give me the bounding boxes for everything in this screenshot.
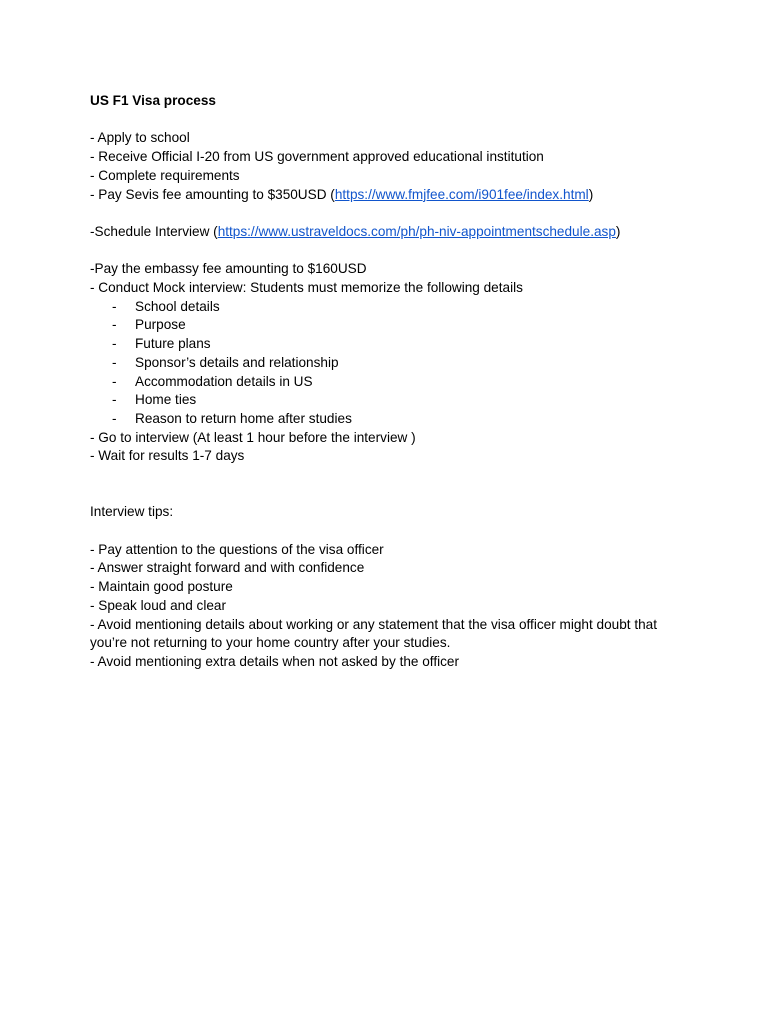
step-go-to-interview: - Go to interview (At least 1 hour before the interview ) <box>90 429 416 445</box>
schedule-interview-link[interactable]: https://www.ustraveldocs.com/ph/ph-niv-appointmentschedule.asp <box>217 223 616 239</box>
mock-detail-item <box>90 410 690 429</box>
schedule-text: -Schedule Interview ( <box>90 223 218 239</box>
tip-item: - Maintain good posture <box>90 579 233 595</box>
list-dash: - <box>112 298 117 314</box>
schedule-suffix: ) <box>615 223 621 239</box>
spacer <box>90 111 690 130</box>
sevis-suffix: ) <box>588 186 594 202</box>
list-dash: - <box>112 336 117 352</box>
tip-item: - Avoid mentioning extra details when not asked by the officer <box>90 654 460 669</box>
step-pay-sevis-fee <box>90 186 690 205</box>
spacer <box>90 522 690 541</box>
step-schedule-interview <box>90 223 690 242</box>
mock-detail-item <box>90 354 690 373</box>
spacer <box>90 204 690 223</box>
mock-detail-label: Sponsor’s details and relationship <box>135 354 339 370</box>
tip-item: - Speak loud and clear <box>90 597 227 613</box>
mock-detail-label: School details <box>135 298 220 314</box>
list-dash: - <box>112 354 117 370</box>
step-complete-requirements: - Complete requirements <box>90 167 240 183</box>
tip-item: - Pay attention to the questions of the visa officer <box>90 541 384 557</box>
sevis-fee-link[interactable]: https://www.fmjfee.com/i901fee/index.html <box>334 186 589 202</box>
mock-detail-item <box>90 335 690 354</box>
mock-detail-label: Reason to return home after studies <box>135 410 352 426</box>
tip-item: - Avoid mentioning details about working or any statement that the visa officer might doubt that you’re not returning to your home country after your studies. <box>90 616 657 651</box>
mock-detail-item <box>90 391 690 410</box>
sevis-text: - Pay Sevis fee amounting to $350USD ( <box>90 186 335 202</box>
mock-detail-label: Future plans <box>135 336 211 352</box>
mock-detail-item <box>90 316 690 335</box>
mock-detail-label: Accommodation details in US <box>135 373 313 389</box>
tip-item: - Answer straight forward and with confidence <box>90 560 365 576</box>
spacer <box>90 485 690 504</box>
step-apply-to-school: - Apply to school <box>90 130 190 146</box>
mock-detail-item <box>90 298 690 317</box>
list-dash: - <box>112 392 117 408</box>
step-receive-i20: - Receive Official I-20 from US government approved educational institution <box>90 149 544 165</box>
spacer <box>90 466 690 485</box>
list-dash: - <box>112 373 117 389</box>
mock-detail-item <box>90 373 690 392</box>
mock-detail-label: Purpose <box>135 317 186 333</box>
list-dash: - <box>112 410 117 426</box>
document-content <box>90 92 690 672</box>
spacer <box>90 242 690 261</box>
tips-heading: Interview tips: <box>90 504 174 520</box>
document-title: US F1 Visa process <box>90 93 216 108</box>
mock-detail-label: Home ties <box>135 392 197 408</box>
step-mock-interview: - Conduct Mock interview: Students must memorize the following details <box>90 279 523 295</box>
step-pay-embassy-fee: -Pay the embassy fee amounting to $160USD <box>90 261 367 277</box>
list-dash: - <box>112 317 117 333</box>
step-wait-for-results: - Wait for results 1-7 days <box>90 448 245 464</box>
